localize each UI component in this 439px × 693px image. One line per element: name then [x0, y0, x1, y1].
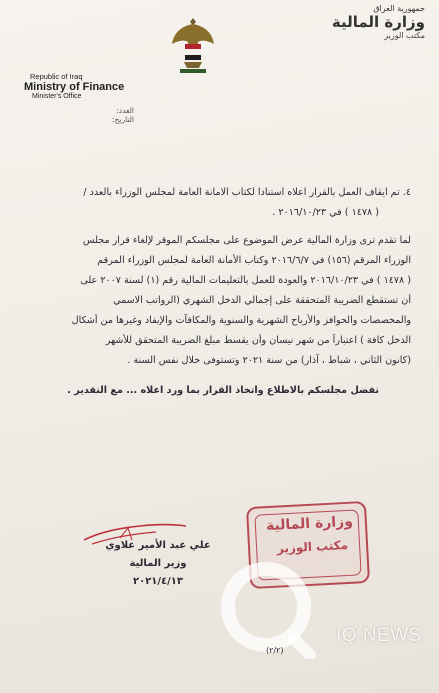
- paragraph-line: والمخصصات والحوافز والأرباح الشهرية والسنوية والمكافآت والإيفاد وغيرها من أشكال: [71, 315, 411, 326]
- letterhead-arabic: [275, 4, 425, 40]
- stamp-text-ministry: وزارة المالية: [265, 513, 354, 535]
- paragraph-line: الوزراء المرقم (١٥٦) في ٢٠١٦/٦/٧ وكتاب الأمانة العامة لمجلس الوزراء المرقم: [97, 255, 411, 266]
- letterhead-english: [24, 72, 154, 124]
- letterhead-country-en: Republic of Iraq: [30, 72, 83, 81]
- paragraph-line: (كانون الثاني ، شباط ، آذار) من سنة ٢٠٢١ وتستوفى خلال نفس السنة .: [127, 355, 411, 366]
- date-label: التاريخ:: [112, 115, 134, 124]
- page-number: (٢/٢): [266, 646, 284, 655]
- iq-news-logo-icon: [214, 555, 318, 659]
- letterhead-country-ar: جمهورية العراق: [373, 4, 425, 13]
- iraq-eagle-emblem-icon: [170, 14, 216, 76]
- paragraph-line: ( ١٤٧٨ ) في ٢٠١٦/١٠/٢٣ والعودة للعمل بالتعليمات المالية رقم (١) لسنة ٢٠٠٧ على: [80, 275, 411, 286]
- paragraph-line: أن تستقطع الضريبة المتحققة على إجمالي الدخل الشهري (الرواتب الاسمي: [113, 295, 411, 306]
- paragraph-line: ٤. تم ايقاف العمل بالقرار اعلاه استنادا لكتاب الامانة العامة لمجلس الوزراء بالعدد /: [83, 187, 411, 198]
- stamp-text-office: مكتب الوزير: [276, 537, 349, 556]
- closing-request: تفضل مجلسكم بالاطلاع واتخاذ القرار بما ورد اعلاه ... مع التقدير .: [67, 385, 379, 396]
- signatory-name: علي عبد الأمير علاوي: [105, 540, 211, 551]
- paragraph-line: لما تقدم ترى وزارة المالية عرض الموضوع على مجلسكم الموقر لإلغاء قرار مجلس: [82, 235, 411, 246]
- letterhead-office-ar: مكتب الوزير: [384, 31, 425, 40]
- letterhead-ministry-en: Ministry of Finance: [24, 81, 125, 93]
- watermark-text: IQ NEWS: [336, 625, 422, 646]
- letterhead-office-en: Minister's Office: [32, 93, 82, 100]
- paragraph-line: ( ١٤٧٨ ) في ٢٠١٦/١٠/٢٣ .: [272, 207, 379, 218]
- number-label: العدد:: [116, 106, 134, 115]
- letterhead-ministry-ar: وزارة المالية: [331, 13, 425, 31]
- paragraph-line: الدخل كافة ) اعتباراً من شهر نيسان وأن يقسط مبلغ الضريبة المتحقق للأشهر: [105, 335, 411, 346]
- signatory-title: وزير المالية: [129, 558, 187, 569]
- signature-date: ٢٠٢١/٤/١٣: [132, 576, 184, 587]
